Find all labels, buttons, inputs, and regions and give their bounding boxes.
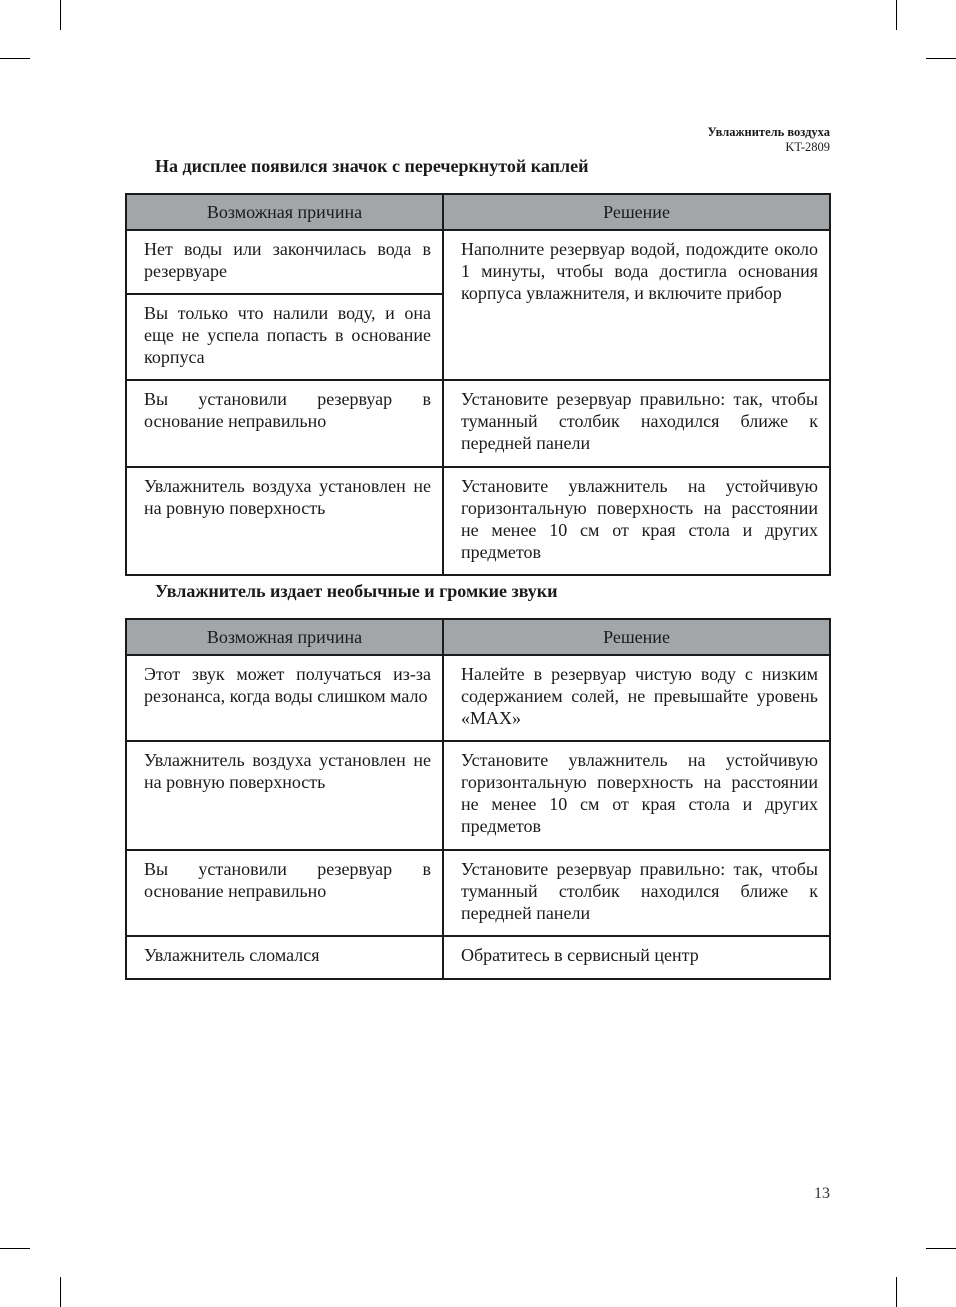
section-title-drop-icon: На дисплее появился значок с перечеркнутой каплей	[155, 156, 589, 176]
cause-cell: Увлажнитель сломался	[126, 936, 443, 979]
column-header-solution: Решение	[443, 194, 830, 230]
crop-mark	[926, 1248, 956, 1249]
solution-cell: Установите увлажнитель на устойчивую горизонтальную поверхность на расстоянии не менее 10 см от края стола и других предметов	[443, 467, 830, 575]
cause-cell: Вы установили резервуар в основание неправильно	[126, 850, 443, 936]
column-header-cause: Возможная причина	[126, 619, 443, 655]
solution-cell: Наполните резервуар водой, подождите около 1 минуты, чтобы вода достигла основания корпуса увлажнителя, и включите прибор	[443, 230, 830, 380]
cause-cell: Этот звук может получаться из-за резонанса, когда воды слишком мало	[126, 655, 443, 741]
solution-cell: Установите резервуар правильно: так, чтобы туманный столбик находился ближе к передней панели	[443, 850, 830, 936]
troubleshooting-table-noise	[125, 618, 831, 980]
cause-cell: Увлажнитель воздуха установлен не на ровную поверхность	[126, 467, 443, 575]
crop-mark	[896, 0, 897, 30]
crop-mark	[60, 0, 61, 30]
section-title-noise: Увлажнитель издает необычные и громкие звуки	[155, 581, 558, 601]
solution-cell: Установите резервуар правильно: так, чтобы туманный столбик находился ближе к передней панели	[443, 380, 830, 467]
cause-cell: Вы только что налили воду, и она еще не успела попасть в основание корпуса	[126, 294, 443, 380]
header-product: Увлажнитель воздуха	[707, 125, 830, 139]
troubleshooting-table-drop-icon	[125, 193, 831, 576]
column-header-solution: Решение	[443, 619, 830, 655]
crop-mark	[926, 58, 956, 59]
cause-cell: Нет воды или закончилась вода в резервуаре	[126, 230, 443, 294]
cause-cell: Увлажнитель воздуха установлен не на ровную поверхность	[126, 741, 443, 850]
column-header-cause: Возможная причина	[126, 194, 443, 230]
crop-mark	[60, 1277, 61, 1307]
solution-cell: Налейте в резервуар чистую воду с низким содержанием солей, не превышайте уровень «MAX»	[443, 655, 830, 741]
header-model: KT-2809	[785, 140, 830, 154]
crop-mark	[0, 1248, 30, 1249]
crop-mark	[896, 1277, 897, 1307]
page-number: 13	[814, 1185, 830, 1202]
crop-mark	[0, 58, 30, 59]
solution-cell: Обратитесь в сервисный центр	[443, 936, 830, 979]
solution-cell: Установите увлажнитель на устойчивую горизонтальную поверхность на расстоянии не менее 10 см от края стола и других предметов	[443, 741, 830, 850]
cause-cell: Вы установили резервуар в основание неправильно	[126, 380, 443, 467]
running-header	[707, 125, 830, 155]
